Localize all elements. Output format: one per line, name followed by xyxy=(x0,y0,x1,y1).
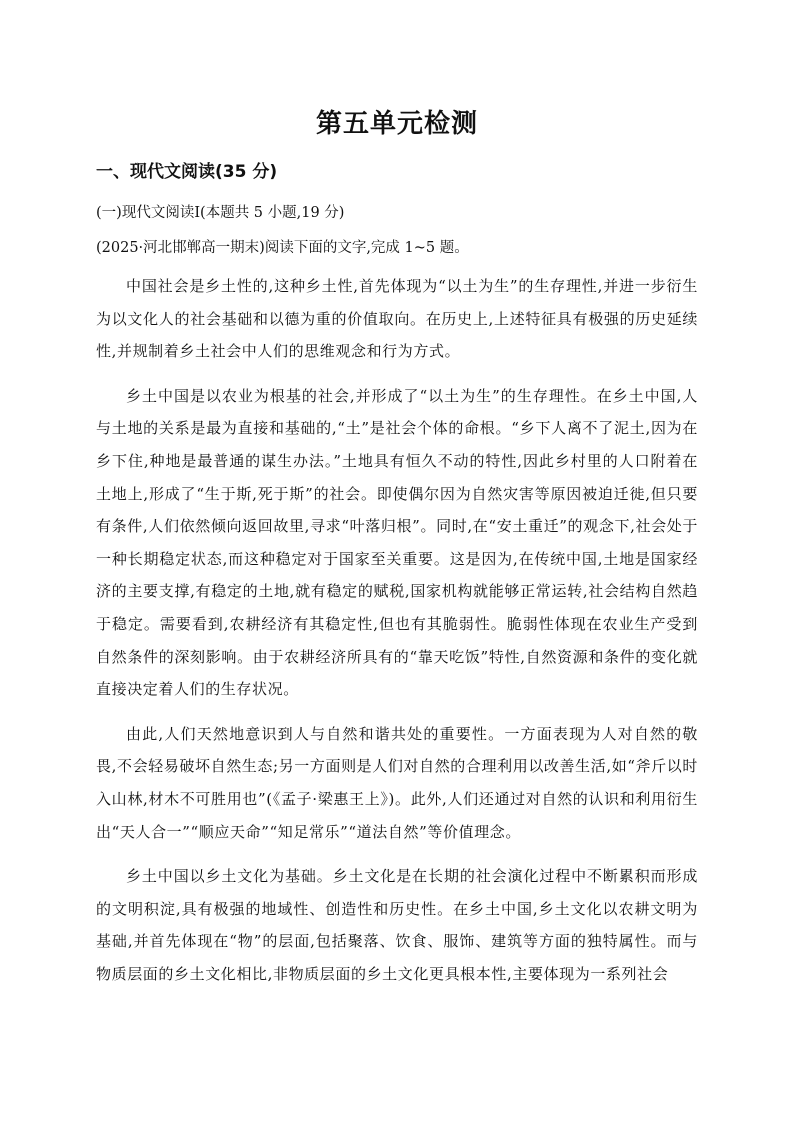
passage-paragraph-3: 由此,人们天然地意识到人与自然和谐共处的重要性。一方面表现为人对自然的敬畏,不会轻易破坏自然生态;另一方面则是人们对自然的合理利用以改善生活,如“斧斤以时入山林,材木不可胜用也”(《孟子·梁惠王上》)。此外,人们还通过对自然的认识和利用衍生出“天人合一”“顺应天命”“知足常乐”“道法自然”等价值理念。 xyxy=(96,724,698,841)
section-heading: 一、现代文阅读(35 分) xyxy=(96,162,278,182)
sub-heading: (一)现代文阅读Ⅰ(本题共 5 小题,19 分) xyxy=(96,205,345,221)
passage-paragraph-2: 乡土中国是以农业为根基的社会,并形成了“以土为生”的生存理性。在乡土中国,人与土地的关系是最为直接和基础的,“土”是社会个体的命根。“乡下人离不了泥土,因为在乡下住,种地是最普通的谋生办法。”土地具有恒久不动的特性,因此乡村里的人口附着在土地上,形成了“生于斯,死于斯”的社会。即使偶尔因为自然灾害等原因被迫迁徙,但只要有条件,人们依然倾向返回故里,寻求“叶落归根”。同时,在“安土重迁”的观念下,社会处于一种长期稳定状态,而这种稳定对于国家至关重要。这是因为,在传统中国,土地是国家经济的主要支撑,有稳定的土地,就有稳定的赋税,国家机构就能够正常运转,社会结构自然趋于稳定。需要看到,农耕经济有其稳定性,但也有其脆弱性。脆弱性体现在农业生产受到自然条件的深刻影响。由于农耕经济所具有的“靠天吃饭”特性,自然资源和条件的变化就直接决定着人们的生存状况。 xyxy=(96,386,698,699)
passage-paragraph-1: 中国社会是乡土性的,这种乡土性,首先体现为“以土为生”的生存理性,并进一步衍生为以文化人的社会基础和以德为重的价值取向。在历史上,上述特征具有极强的历史延续性,并规制着乡土社会中人们的思维观念和行为方式。 xyxy=(96,277,698,361)
document-title: 第五单元检测 xyxy=(315,109,478,139)
reading-passage xyxy=(96,270,698,1002)
passage-paragraph-4: 乡土中国以乡土文化为基础。乡土文化是在长期的社会演化过程中不断累积而形成的文明积淀,具有极强的地域性、创造性和历史性。在乡土中国,乡土文化以农耕文明为基础,并首先体现在“物”的层面,包括聚落、饮食、服饰、建筑等方面的独特属性。而与物质层面的乡土文化相比,非物质层面的乡土文化更具根本性,主要体现为一系列社会 xyxy=(96,867,698,983)
reading-instruction: (2025·河北邯郸高一期末)阅读下面的文字,完成 1~5 题。 xyxy=(96,240,469,256)
